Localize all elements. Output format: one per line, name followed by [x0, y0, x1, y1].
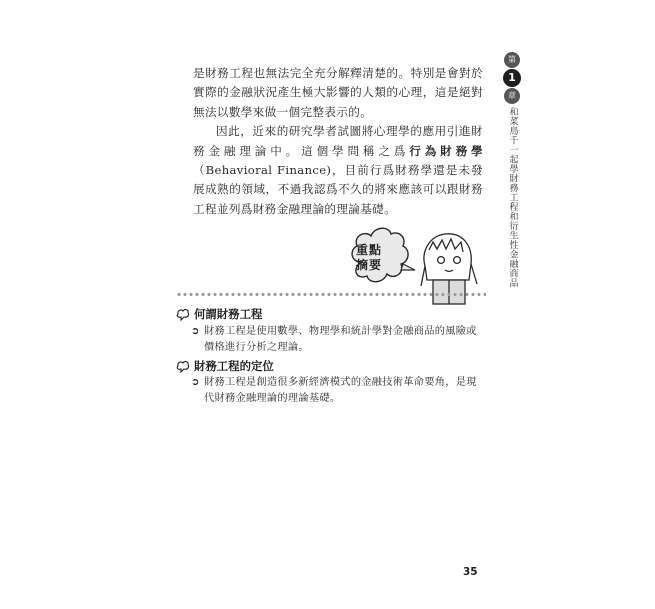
chapter-prefix: 第 — [504, 52, 520, 68]
chapter-number: 1 — [503, 69, 521, 87]
arrow-right-icon: ➲ — [191, 326, 200, 337]
paragraph-2-rest: （Behavioral Finance)，目前行爲財務學還是未發展成熟的領域，不過我認爲不久的將來應該可以跟財務工程並列爲財務金融理論的理論基礎。 — [193, 163, 483, 216]
paragraph-2 — [193, 122, 483, 219]
arrow-right-icon: ➲ — [191, 377, 200, 388]
behavioral-finance-term: 行為財務學 — [409, 143, 483, 158]
bullet-text: 財務工程是創造很多新經濟模式的金融技術革命要角，是現代財務金融理論的理論基礎。 — [204, 377, 477, 404]
body-text — [193, 64, 483, 219]
section-heading-text: 何謂財務工程 — [194, 307, 263, 321]
chapter-suffix: 章 — [504, 88, 520, 104]
page-number: 35 — [463, 566, 478, 578]
paragraph-1: 是財務工程也無法完全充分解釋清楚的。特別是會對於實際的金融狀況產生極大影響的人類的心理，這是絕對無法以數學來做一個完整表示的。 — [193, 66, 483, 119]
section-heading-definition — [176, 306, 262, 322]
bullet-text: 財務工程是使用數學、物理學和統計學對金融商品的風險或價格進行分析之理論。 — [204, 326, 477, 353]
bullet-position — [191, 375, 483, 407]
chapter-title: 和菜鳥千一起學財務工程和衍生性金融商品 — [507, 107, 518, 288]
summary-label-line-2: 摘要 — [355, 258, 382, 272]
summary-label-line-1: 重點 — [355, 243, 382, 257]
speech-bubble-icon — [176, 360, 190, 373]
speech-bubble-icon — [176, 308, 190, 321]
bullet-definition — [191, 324, 483, 356]
section-heading-text: 財務工程的定位 — [194, 359, 274, 373]
paragraph-2-lead: 因此，近來的研究學者試圖將心理學的應用引進財務金融理論中。這個學問稱之爲 — [193, 124, 483, 158]
section-heading-position — [176, 358, 274, 374]
dotted-divider — [176, 292, 486, 297]
chapter-tab — [502, 52, 522, 288]
